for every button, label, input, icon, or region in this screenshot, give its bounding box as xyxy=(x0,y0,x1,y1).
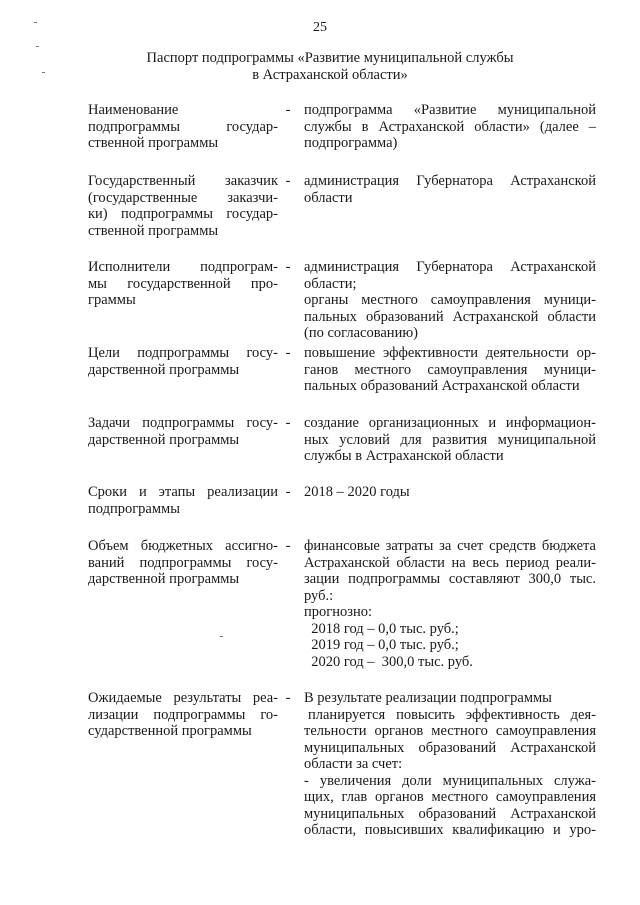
row-label xyxy=(88,259,278,309)
value-line: тельности органов местного самоуправления xyxy=(304,723,596,739)
label-line: Задачи подпрограммы госу- xyxy=(88,415,278,431)
row-value xyxy=(304,538,596,670)
row-label xyxy=(88,345,278,378)
label-line: дарственной программы xyxy=(88,431,240,448)
value-line: органы местного самоуправления муници- xyxy=(304,292,596,308)
value-line: 2020 год – 300,0 тыс. руб. xyxy=(304,653,473,670)
label-line: ственной программы xyxy=(88,222,219,239)
row-dash: - xyxy=(285,102,291,118)
row-dash: - xyxy=(285,415,291,431)
value-line: повышение эффективности деятельности ор- xyxy=(304,345,596,361)
value-line: ных условий для развития муниципальной xyxy=(304,431,596,448)
value-line: области xyxy=(304,189,353,206)
label-line: Исполнители подпрограм- xyxy=(88,259,278,275)
value-line: 2018 год – 0,0 тыс. руб.; xyxy=(304,620,459,637)
value-line: администрация Губернатора Астраханской xyxy=(304,259,596,275)
title-line: в Астраханской области» xyxy=(252,67,408,83)
label-line: Ожидаемые результаты реа- xyxy=(88,690,278,706)
label-line: граммы xyxy=(88,292,136,308)
row-dash: - xyxy=(285,173,291,189)
value-line: муниципальных образований Астраханской xyxy=(304,739,596,756)
label-line: подпрограммы государ- xyxy=(88,118,278,135)
row-value xyxy=(304,259,596,342)
value-line: пальных образований Астраханской области xyxy=(304,378,580,394)
row-value xyxy=(304,345,596,395)
label-line: ки) подпрограммы государ- xyxy=(88,206,278,222)
value-line: зации подпрограммы составляют 300,0 тыс. xyxy=(304,571,596,587)
value-line: создание организационных и информацион- xyxy=(304,415,596,431)
value-line: щих, глав органов местного самоуправления xyxy=(304,789,596,805)
label-line: Сроки и этапы реализации xyxy=(88,484,278,500)
value-line: службы в Астраханской области» (далее – xyxy=(304,118,596,135)
row-value xyxy=(304,690,596,839)
value-line: В результате реализации подпрограммы xyxy=(304,690,552,706)
row-dash: - xyxy=(285,538,291,554)
value-line: руб.: xyxy=(304,587,334,604)
scan-speck xyxy=(36,46,39,47)
row-dash: - xyxy=(285,484,291,500)
row-label xyxy=(88,102,278,152)
label-line: мы государственной про- xyxy=(88,275,278,292)
row-value xyxy=(304,173,596,206)
value-line: области; xyxy=(304,275,357,292)
label-line: Государственный заказчик xyxy=(88,173,278,189)
label-line: (государственные заказчи- xyxy=(88,189,278,206)
row-dash: - xyxy=(285,259,291,275)
value-line: 2018 – 2020 годы xyxy=(304,484,410,500)
scan-speck xyxy=(34,22,37,23)
label-line: Цели подпрограммы госу- xyxy=(88,345,278,361)
value-line: 2019 год – 0,0 тыс. руб.; xyxy=(304,637,459,653)
value-line: подпрограмма) xyxy=(304,135,398,151)
row-label xyxy=(88,173,278,239)
row-value xyxy=(304,102,596,152)
value-line: муниципальных образований Астраханской xyxy=(304,805,596,822)
label-line: ственной программы xyxy=(88,135,219,151)
value-line: - увеличения доли муниципальных служа- xyxy=(304,772,596,789)
label-line: дарственной программы xyxy=(88,361,240,378)
scan-speck xyxy=(42,72,45,73)
row-dash: - xyxy=(285,690,291,706)
value-line: ганов местного самоуправления муници- xyxy=(304,361,596,378)
page-number: 25 xyxy=(313,20,327,35)
title-line: Паспорт подпрограммы «Развитие муниципальной службы xyxy=(146,50,514,66)
document-title xyxy=(60,50,600,84)
row-label xyxy=(88,538,278,588)
label-line: дарственной программы xyxy=(88,571,240,587)
row-value xyxy=(304,484,596,501)
row-label xyxy=(88,484,278,517)
scan-speck xyxy=(220,636,223,637)
value-line: пальных образований Астраханской области xyxy=(304,308,596,325)
row-value xyxy=(304,415,596,465)
label-line: сударственной программы xyxy=(88,723,252,739)
value-line: службы в Астраханской области xyxy=(304,448,504,464)
row-label xyxy=(88,690,278,740)
row-label xyxy=(88,415,278,448)
row-dash: - xyxy=(285,345,291,361)
label-line: Объем бюджетных ассигно- xyxy=(88,538,278,554)
value-line: прогнозно: xyxy=(304,604,372,620)
value-line: финансовые затраты за счет средств бюджета xyxy=(304,538,596,554)
value-line: области, повысивших квалификацию и уро- xyxy=(304,822,596,838)
label-line: подпрограммы xyxy=(88,500,180,517)
label-line: ваний подпрограммы госу- xyxy=(88,554,278,571)
value-line: области за счет: xyxy=(304,756,403,772)
label-line: Наименование xyxy=(88,102,179,118)
value-line: администрация Губернатора Астраханской xyxy=(304,173,596,189)
value-line: подпрограмма «Развитие муниципальной xyxy=(304,102,596,118)
value-line: (по согласованию) xyxy=(304,325,418,341)
label-line: лизации подпрограммы го- xyxy=(88,706,278,723)
value-line: Астраханской области на весь период реали- xyxy=(304,554,596,571)
value-line: планируется повысить эффективность дея- xyxy=(308,706,596,723)
